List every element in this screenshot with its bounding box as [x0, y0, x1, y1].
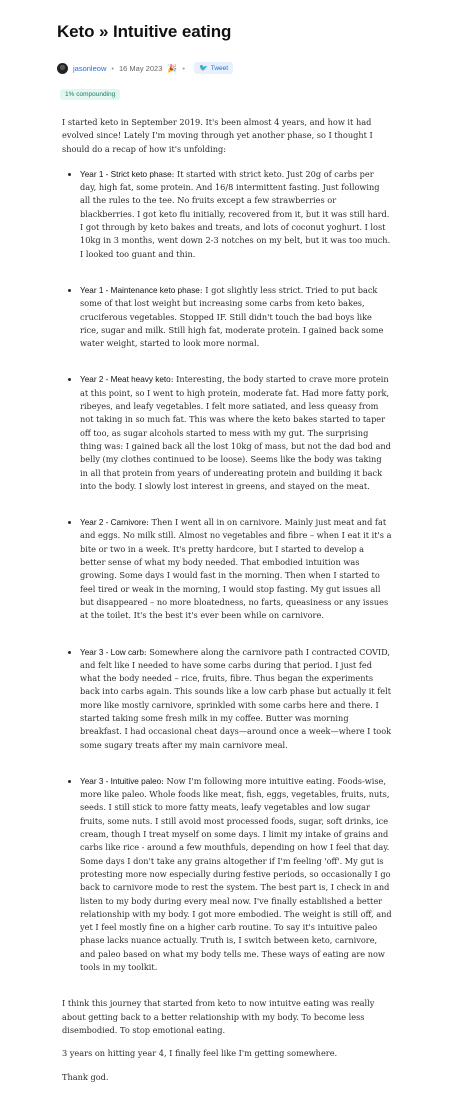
- phase-text: : Then I went all in on carnivore. Mainly just meat and fat and eggs. No milk still. Almost no vegetables and fibre – when I eat it it's a bite or two in a week. It's pretty hardcore, but I started to develop a better sense of what my body needed. That embodied intuition was growing. Some days I would fast in the morning. Then when I started to feel tired or weak in the morning, I would stop fasting. My gut issues all but disappeared – no more bloatedness, no farts, queasiness or any issues at the toilet. It's the best it's ever been while on carnivore.: [80, 517, 392, 621]
- post-title: Keto » Intuitive eating: [57, 22, 232, 41]
- avatar[interactable]: [57, 63, 68, 74]
- author-link[interactable]: jasonleow: [73, 63, 107, 73]
- phase-text: : Interesting, the body started to crave more protein at this point, so I went to high protein, moderate fat. Had more fatty pork, ribeyes, and leafy vegetables. I felt more satiated, and less queasy from not taking in so much fat. This was where the keto bakes started to taper off too, as sugar alcohols started to mess with my gut. The surprising thing was: I gained back all the lost 10kg of mass, but not the dad bod and belly (my clothes continued to be loose). Seems like the body was taking in all that protein from years of undereating protein and building it back into the body. I slowly lost interest in greens, and stayed on the meat.: [80, 374, 391, 491]
- list-item: [80, 646, 392, 752]
- tag-badge[interactable]: 1% compounding: [60, 89, 120, 100]
- post-body: [62, 116, 392, 1094]
- tweet-button[interactable]: [194, 62, 233, 74]
- list-item: [80, 516, 392, 622]
- phase-name: Year 3 - Low carb: [80, 647, 144, 657]
- list-item: [80, 775, 392, 974]
- list-item: [80, 373, 392, 493]
- party-emoji: 🎉: [167, 63, 178, 73]
- phase-text: : Now I'm following more intuitive eating. Foods-wise, more like paleo. Whole foods like meat, fish, eggs, vegetables, fruits, nuts, seeds. I still stick to more fatty meats, leafy vegetables and low sugar fruits, some nuts. I still avoid most processed foods, sugar, soft drinks, ice cream, though I treat myself on some days. I limit my intake of grains and carbs like rice - around a few mouthfuls, depending on how I feel that day. Some days I don't take any grains altogether if I'm feeling 'off'. My gut is protesting more now especially during festive periods, so occasionally I go back to carnivore mode to rest the system. The best part is, I check in and listen to my body during every meal now. I've finally established a better relationship with my body. I got more embodied. The weight is still off, and yet I feel mostly fine on a higher carb routine. To say it's intuitive paleo phase lacks nuance actually. Truth is, I switch between keto, carnivore, and paleo based on what my body tells me. These ways of eating are now tools in my toolkit.: [80, 775, 392, 973]
- outro-paragraph: 3 years on hitting year 4, I finally feel like I'm getting somewhere.: [62, 1048, 338, 1059]
- phase-name: Year 1 - Strict keto phase: [80, 169, 172, 179]
- outro-paragraph: I think this journey that started from keto to now intuitve eating was really about getting back to a better relationship with my body. To become less disembodied. To stop emotional eating.: [62, 998, 375, 1035]
- phase-text: : I got slightly less strict. Tried to put back some of that lost weight but increasing some carbs from keto bakes, cruciferous vegetables. Stopped IF. Still didn't touch the bad boys like rice, sugar and milk. Still high fat, moderate protein. I gained back some water weight, started to look more normal.: [80, 284, 384, 349]
- tweet-label: Tweet: [210, 64, 229, 72]
- outro-paragraph: Thank god.: [62, 1071, 109, 1082]
- meta-separator: •: [182, 63, 185, 73]
- phase-text: : It started with strict keto. Just 20g of carbs per day, high fat, some protein. And 16/8 intermittent fasting. Just following all the rules to the tee. No fruits except a few strawberries or blackberries. I got keto flu initially, recovered from it, but it was still hard. I got through by keto bakes and treats, and lots of coconut yoghurt. I lost 10kg in 3 months, went down 2-3 notches on my belt, but it was too much. I looked too guant and thin.: [80, 168, 391, 259]
- intro-paragraph: I started keto in September 2019. It's been almost 4 years, and how it had evolved since! Lately I'm moving through yet another phase, so I thought I should do a recap of how it's unfolding:: [62, 117, 373, 154]
- twitter-bird-icon: 🐦: [198, 65, 208, 72]
- meta-separator: •: [111, 63, 114, 73]
- phase-name: Year 3 - Intuitive paleo: [80, 776, 162, 786]
- post-date: 16 May 2023: [119, 63, 163, 73]
- phases-list: [62, 168, 392, 974]
- phase-text: : Somewhere along the carnivore path I contracted COVID, and felt like I needed to have some carbs during that period. I just fed what the body needed – rice, fruits, fibre. Thus began the experiments back into carbs again. This sounds like a low carb phase but actually it felt more like mostly carnivore, sprinkled with some carbs here and there. I started taking some fresh milk in my coffee. Butter was morning breakfast. I had occasional cheat days—around once a week—where I took some sugary treats after my main carnivore meal.: [80, 646, 392, 750]
- list-item: [80, 168, 392, 261]
- list-item: [80, 284, 392, 350]
- outro: [62, 997, 392, 1083]
- post-meta: [57, 62, 233, 74]
- phase-name: Year 2 - Meat heavy keto: [80, 375, 171, 385]
- phase-name: Year 1 - Maintenance keto phase: [80, 285, 200, 295]
- phase-name: Year 2 - Carnivore: [80, 518, 147, 528]
